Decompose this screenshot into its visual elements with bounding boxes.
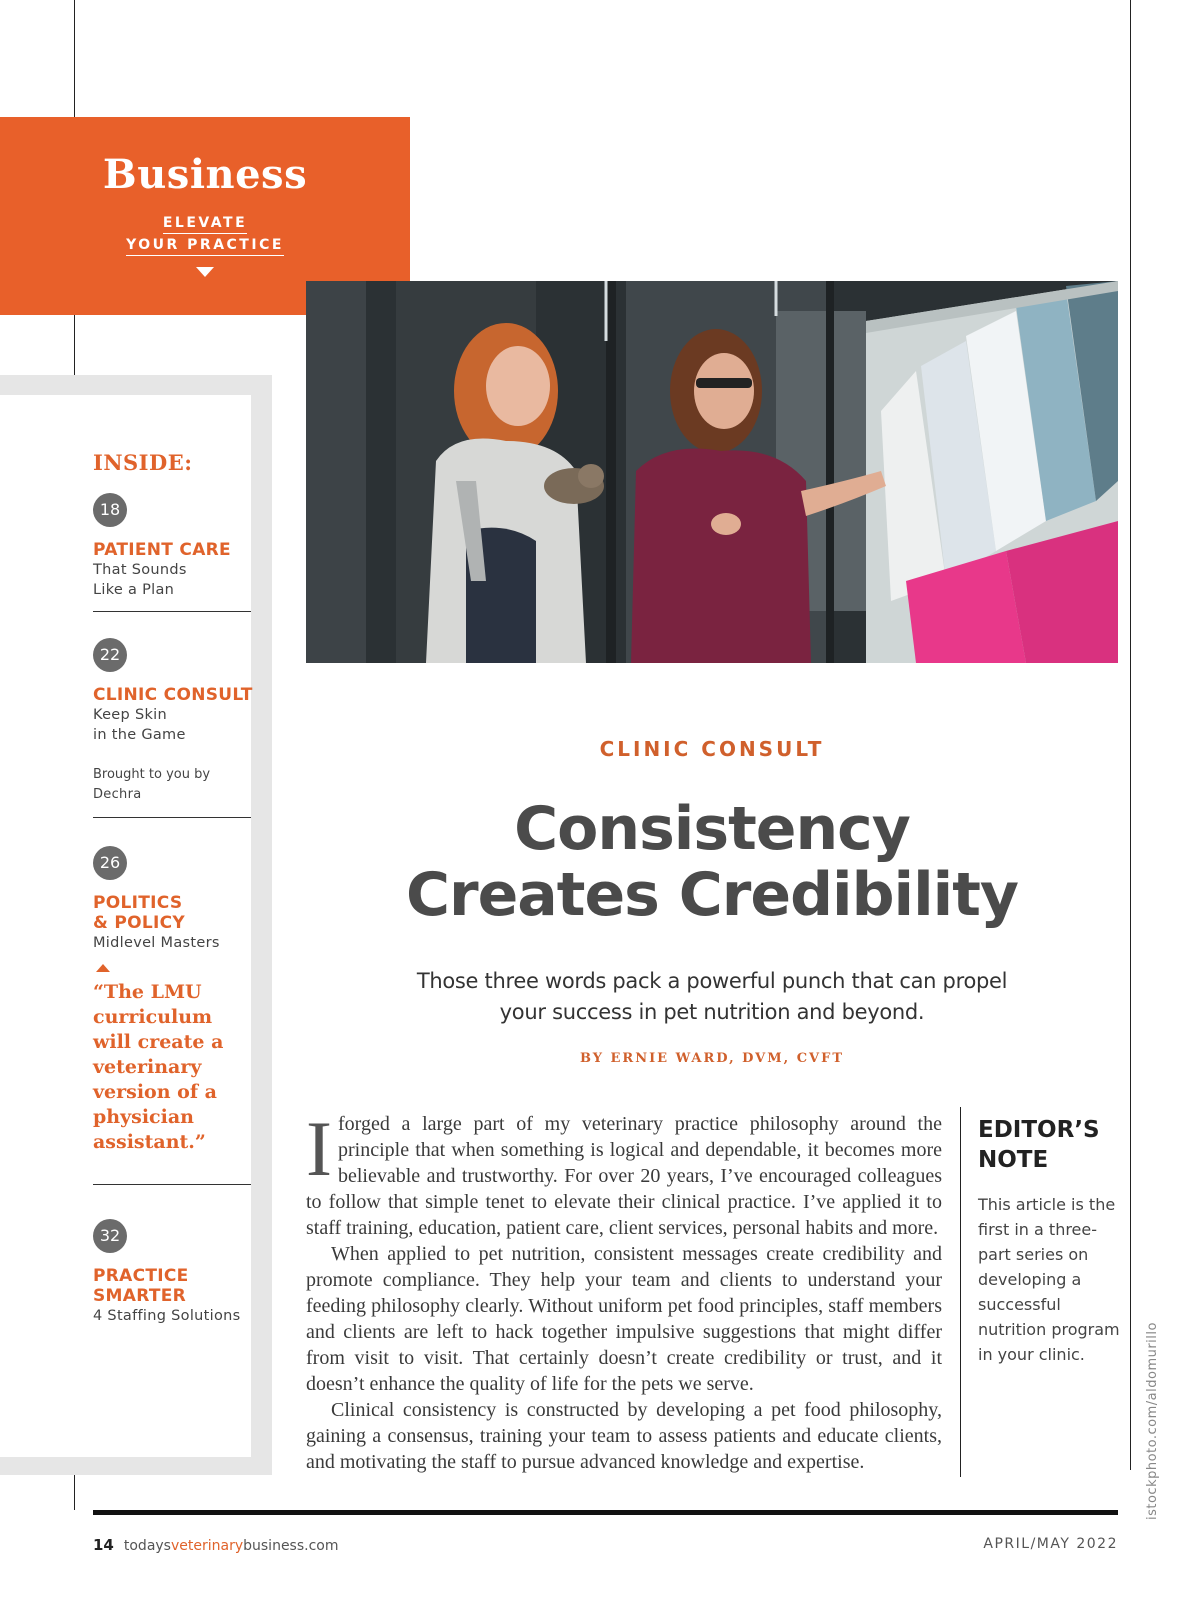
page-number-badge: 26 <box>93 846 127 880</box>
body-paragraph: Clinical consistency is constructed by developing a pet food philosophy, gaining a consensus, training your team to assess patients and educate clients, and motivating the staff to pursue advanced knowledge and expertise. <box>306 1399 942 1473</box>
toc-description: 4 Staffing Solutions <box>93 1308 241 1324</box>
toc-item-practice-smarter[interactable] <box>93 1219 253 1326</box>
dek-line2: your success in pet nutrition and beyond. <box>499 1000 925 1024</box>
section-subtitle <box>0 212 410 256</box>
article-body <box>306 1105 942 1475</box>
article-dek <box>306 966 1118 1028</box>
toc-description: Midlevel Masters <box>93 935 220 951</box>
toc-item-patient-care[interactable] <box>93 493 253 600</box>
page-number-badge: 32 <box>93 1219 127 1253</box>
headline-line1: Consistency <box>514 794 910 864</box>
page-number: 14 <box>93 1536 114 1554</box>
toc-description-line1: Keep Skin <box>93 707 167 723</box>
footer-rule <box>93 1510 1118 1515</box>
toc-sponsor-line2: Dechra <box>93 787 142 802</box>
article-byline: BY ERNIE WARD, DVM, CVFT <box>579 1051 845 1066</box>
drop-cap: I <box>306 1105 332 1192</box>
right-page-rule <box>1130 0 1131 1470</box>
pull-quote: “The LMU curriculum will create a veterinary version of a physician assistant.” <box>93 981 224 1153</box>
editors-note-title-line2: NOTE <box>978 1147 1049 1173</box>
toc-item-clinic-consult[interactable] <box>93 638 253 805</box>
article-photo <box>306 281 1118 663</box>
toc-category-line1: PRACTICE <box>93 1266 189 1286</box>
column-rule <box>960 1107 961 1477</box>
triangle-up-icon <box>96 964 110 972</box>
dek-line1: Those three words pack a powerful punch that can propel <box>416 969 1008 993</box>
article-kicker: CLINIC CONSULT <box>599 737 825 761</box>
page-number-badge: 22 <box>93 638 127 672</box>
page-number-badge: 18 <box>93 493 127 527</box>
section-title: Business <box>102 151 308 198</box>
footer-url-prefix: todays <box>123 1538 171 1554</box>
issue-date: APRIL/MAY 2022 <box>983 1536 1118 1552</box>
toc-sponsor-line1: Brought to you by <box>93 767 211 782</box>
inside-title: INSIDE: <box>93 450 193 475</box>
toc-category: CLINIC CONSULT <box>93 685 253 705</box>
body-paragraph: When applied to pet nutrition, consistent messages create credibility and promote compliance. They help your team and clients to understand your feeding philosophy clearly. Without uniform pet food principles, staff members and clients are left to hack together impulsive suggestions that might differ from visit to visit. That certainly doesn’t create credibility or trust, and it doesn’t enhance the quality of life for the pets we serve. <box>306 1243 942 1395</box>
toc-item-politics-policy[interactable] <box>93 846 253 953</box>
toc-divider <box>93 611 251 612</box>
toc-divider <box>93 817 251 818</box>
editors-note-title-line1: EDITOR’S <box>978 1117 1100 1143</box>
footer-url-suffix: business.com <box>243 1538 339 1554</box>
body-paragraph-text: forged a large part of my veterinary practice philosophy around the principle that when something is logical and dependable, it becomes more believable and trustworthy. For over 20 years, I’ve encouraged colleagues to follow that simple tenet to elevate their clinical practice. I’ve applied it to staff training, education, patient care, client services, personal habits and more. <box>306 1113 942 1239</box>
toc-description-line1: That Sounds <box>93 562 187 578</box>
toc-description-line2: Like a Plan <box>93 582 175 598</box>
toc-description-line2: in the Game <box>93 727 186 743</box>
footer-left <box>93 1536 339 1554</box>
toc-category-line1: POLITICS <box>93 893 183 913</box>
toc-divider <box>93 1184 251 1185</box>
toc-category-line2: & POLICY <box>93 913 185 933</box>
toc-category: PATIENT CARE <box>93 540 231 560</box>
triangle-down-icon <box>196 267 214 277</box>
section-subtitle-line1: ELEVATE <box>163 214 247 234</box>
article-headline <box>306 796 1118 928</box>
section-subtitle-line2: YOUR PRACTICE <box>126 236 284 256</box>
toc-category-line2: SMARTER <box>93 1286 187 1306</box>
headline-line2: Creates Credibility <box>405 860 1019 930</box>
editors-note-body: This article is the first in a three-part series on developing a successful nutrition program in your clinic. <box>978 1195 1120 1364</box>
footer-url-accent: veterinary <box>170 1538 244 1554</box>
photo-credit: istockphoto.com/aldomurillo <box>1145 1322 1160 1520</box>
body-paragraph <box>306 1105 942 1241</box>
editors-note-title <box>978 1115 1128 1175</box>
